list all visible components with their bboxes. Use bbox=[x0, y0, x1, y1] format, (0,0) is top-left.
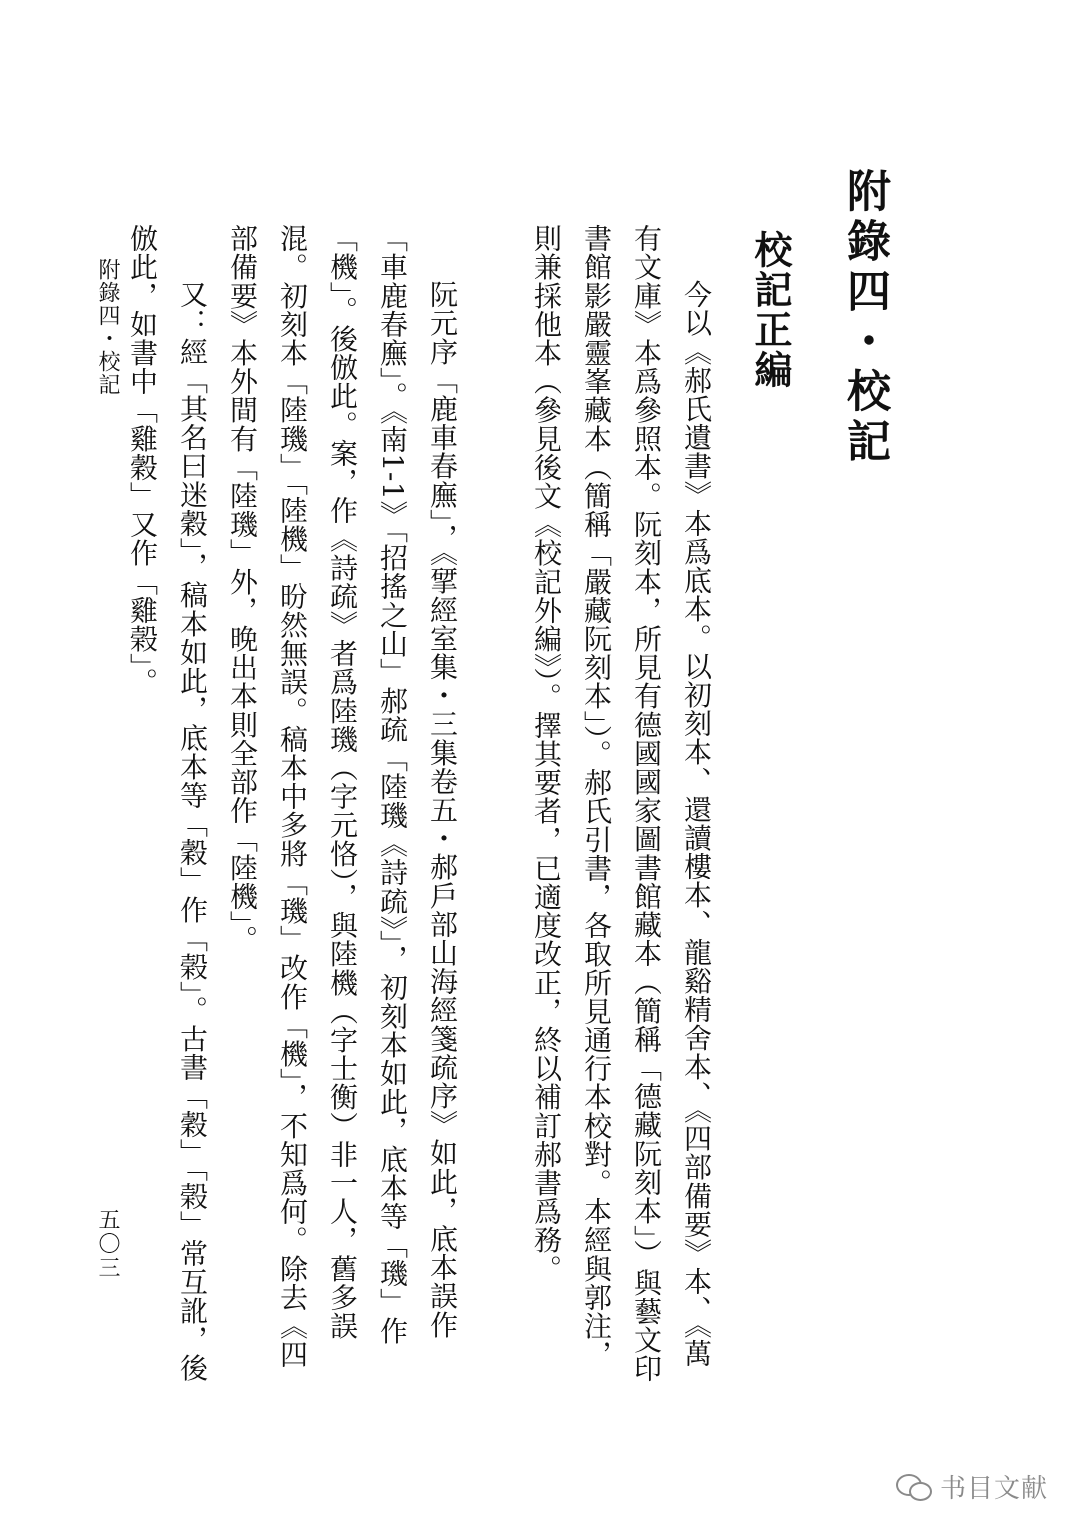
running-head: 附錄四・校記 bbox=[95, 258, 120, 396]
section-heading: 校記正編 bbox=[748, 230, 793, 390]
watermark bbox=[896, 1468, 1048, 1505]
page-number: 五〇三 bbox=[95, 1208, 120, 1280]
wechat-icon bbox=[896, 1472, 932, 1502]
paragraph-text: 阮元序「鹿車春廡」，《揅經室集・三集卷五・郝戶部山海經箋疏序》如此，底本誤作「車鹿春廡」。《南1-1》「招搖之山」郝疏「陸璣《詩疏》」，初刻本如此，底本等「璣」作「機」。後倣此。案，作《詩疏》者爲陸璣（字元恪），與陸機（字士衡）非一人，舊多誤混。初刻本「陸璣」「陸機」昐然無誤。稿本中多將「璣」改作「機」，不知爲何。除去《四部備要》本外間有「陸璣」外，晚出本則全部作「陸機」。 bbox=[226, 224, 459, 1369]
paragraph-text: 又：經「其名曰迷穀」，稿本如此，底本等「穀」作「榖」。古書「穀」「榖」常互訛，後倣此，如書中「雞穀」又作「雞榖」。 bbox=[126, 224, 209, 1382]
paragraph-text: 今以《郝氏遺書》本爲底本。以初刻本、還讀樓本、龍谿精舍本、《四部備要》本、《萬有文庫》本爲參照本。阮刻本，所見有德國國家圖書館藏本（簡稱「德藏阮刻本」）與藝文印書館影嚴靈峯藏本（簡稱「嚴藏阮刻本」）。郝氏引書，各取所見通行本校對。本經與郭注，則兼採他本（參見後文《校記外編》）。擇其要者，已適度改正，終以補訂郝書爲務。 bbox=[530, 224, 713, 1383]
chapter-title: 附錄四・校記 bbox=[839, 168, 890, 468]
watermark-text: 书目文献 bbox=[940, 1474, 1049, 1504]
body-paragraph-1 bbox=[521, 224, 721, 1384]
body-paragraphs-2-3 bbox=[126, 224, 467, 1384]
